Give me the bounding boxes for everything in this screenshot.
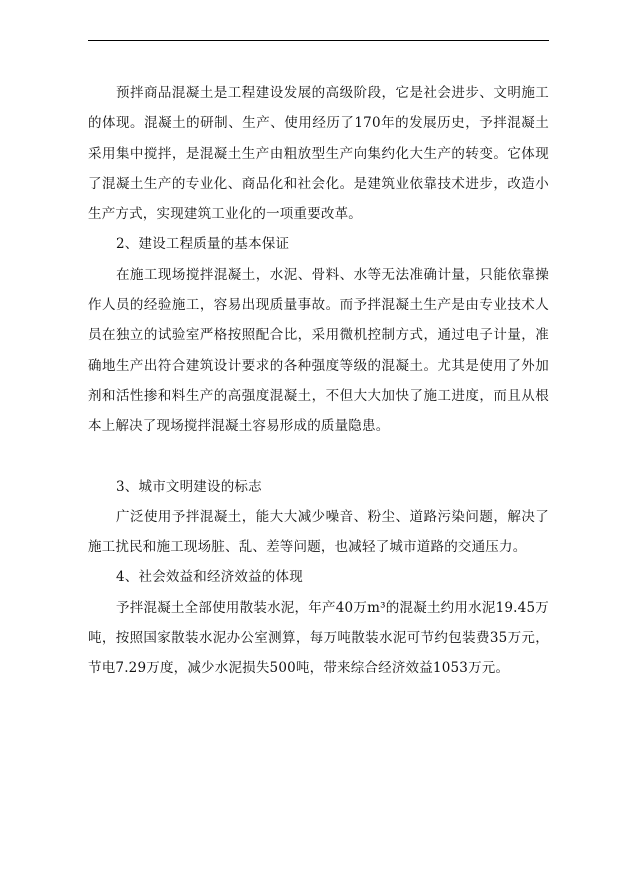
heading-quality-guarantee: 2、建设工程质量的基本保证 <box>116 236 290 253</box>
paragraph-intro: 预拌商品混凝土是工程建设发展的高级阶段，它是社会进步、文明施工的体现。混凝土的研制、生产、使用经历了170年的发展历史，予拌混凝土采用集中搅拌，是混凝土生产由粗放型生产向集约化大生产的转变。它体现了混凝土生产的专业化、商品化和社会化。是建筑业依靠技术进步，改造小生产方式，实现建筑工业化的一项重要改革。 <box>88 85 549 223</box>
heading-benefits: 4、社会效益和经济效益的体现 <box>116 569 303 586</box>
paragraph-spacer <box>88 442 549 472</box>
paragraph-quality-guarantee: 在施工现场搅拌混凝土，水泥、骨料、水等无法准确计量，只能依靠操作人员的经验施工，容易出现质量事故。而予拌混凝土生产是由专业技术人员在独立的试验室严格按照配合比，采用微机控制方式，通过电子计量，准确地生产出符合建筑设计要求的各种强度等级的混凝土。尤其是使用了外加剂和活性掺和料生产的高强度混凝土，不但大大加快了施工进度，而且从根本上解决了现场搅拌混凝土容易形成的质量隐患。 <box>88 266 549 435</box>
document-body <box>88 78 549 684</box>
paragraph-urban-civilization: 广泛使用予拌混凝土，能大大减少噪音、粉尘、道路污染问题，解决了施工扰民和施工现场脏、乱、差等问题，也减轻了城市道路的交通压力。 <box>88 508 549 556</box>
paragraph-benefits: 予拌混凝土全部使用散装水泥，年产40万m³的混凝土约用水泥19.45万吨，按照国家散装水泥办公室测算，每万吨散装水泥可节约包装费35万元，节电7.29万度，减少水泥损失500吨，带来综合经济效益1053万元。 <box>88 599 549 677</box>
header-rule <box>88 40 549 41</box>
heading-urban-civilization: 3、城市文明建设的标志 <box>116 478 262 495</box>
